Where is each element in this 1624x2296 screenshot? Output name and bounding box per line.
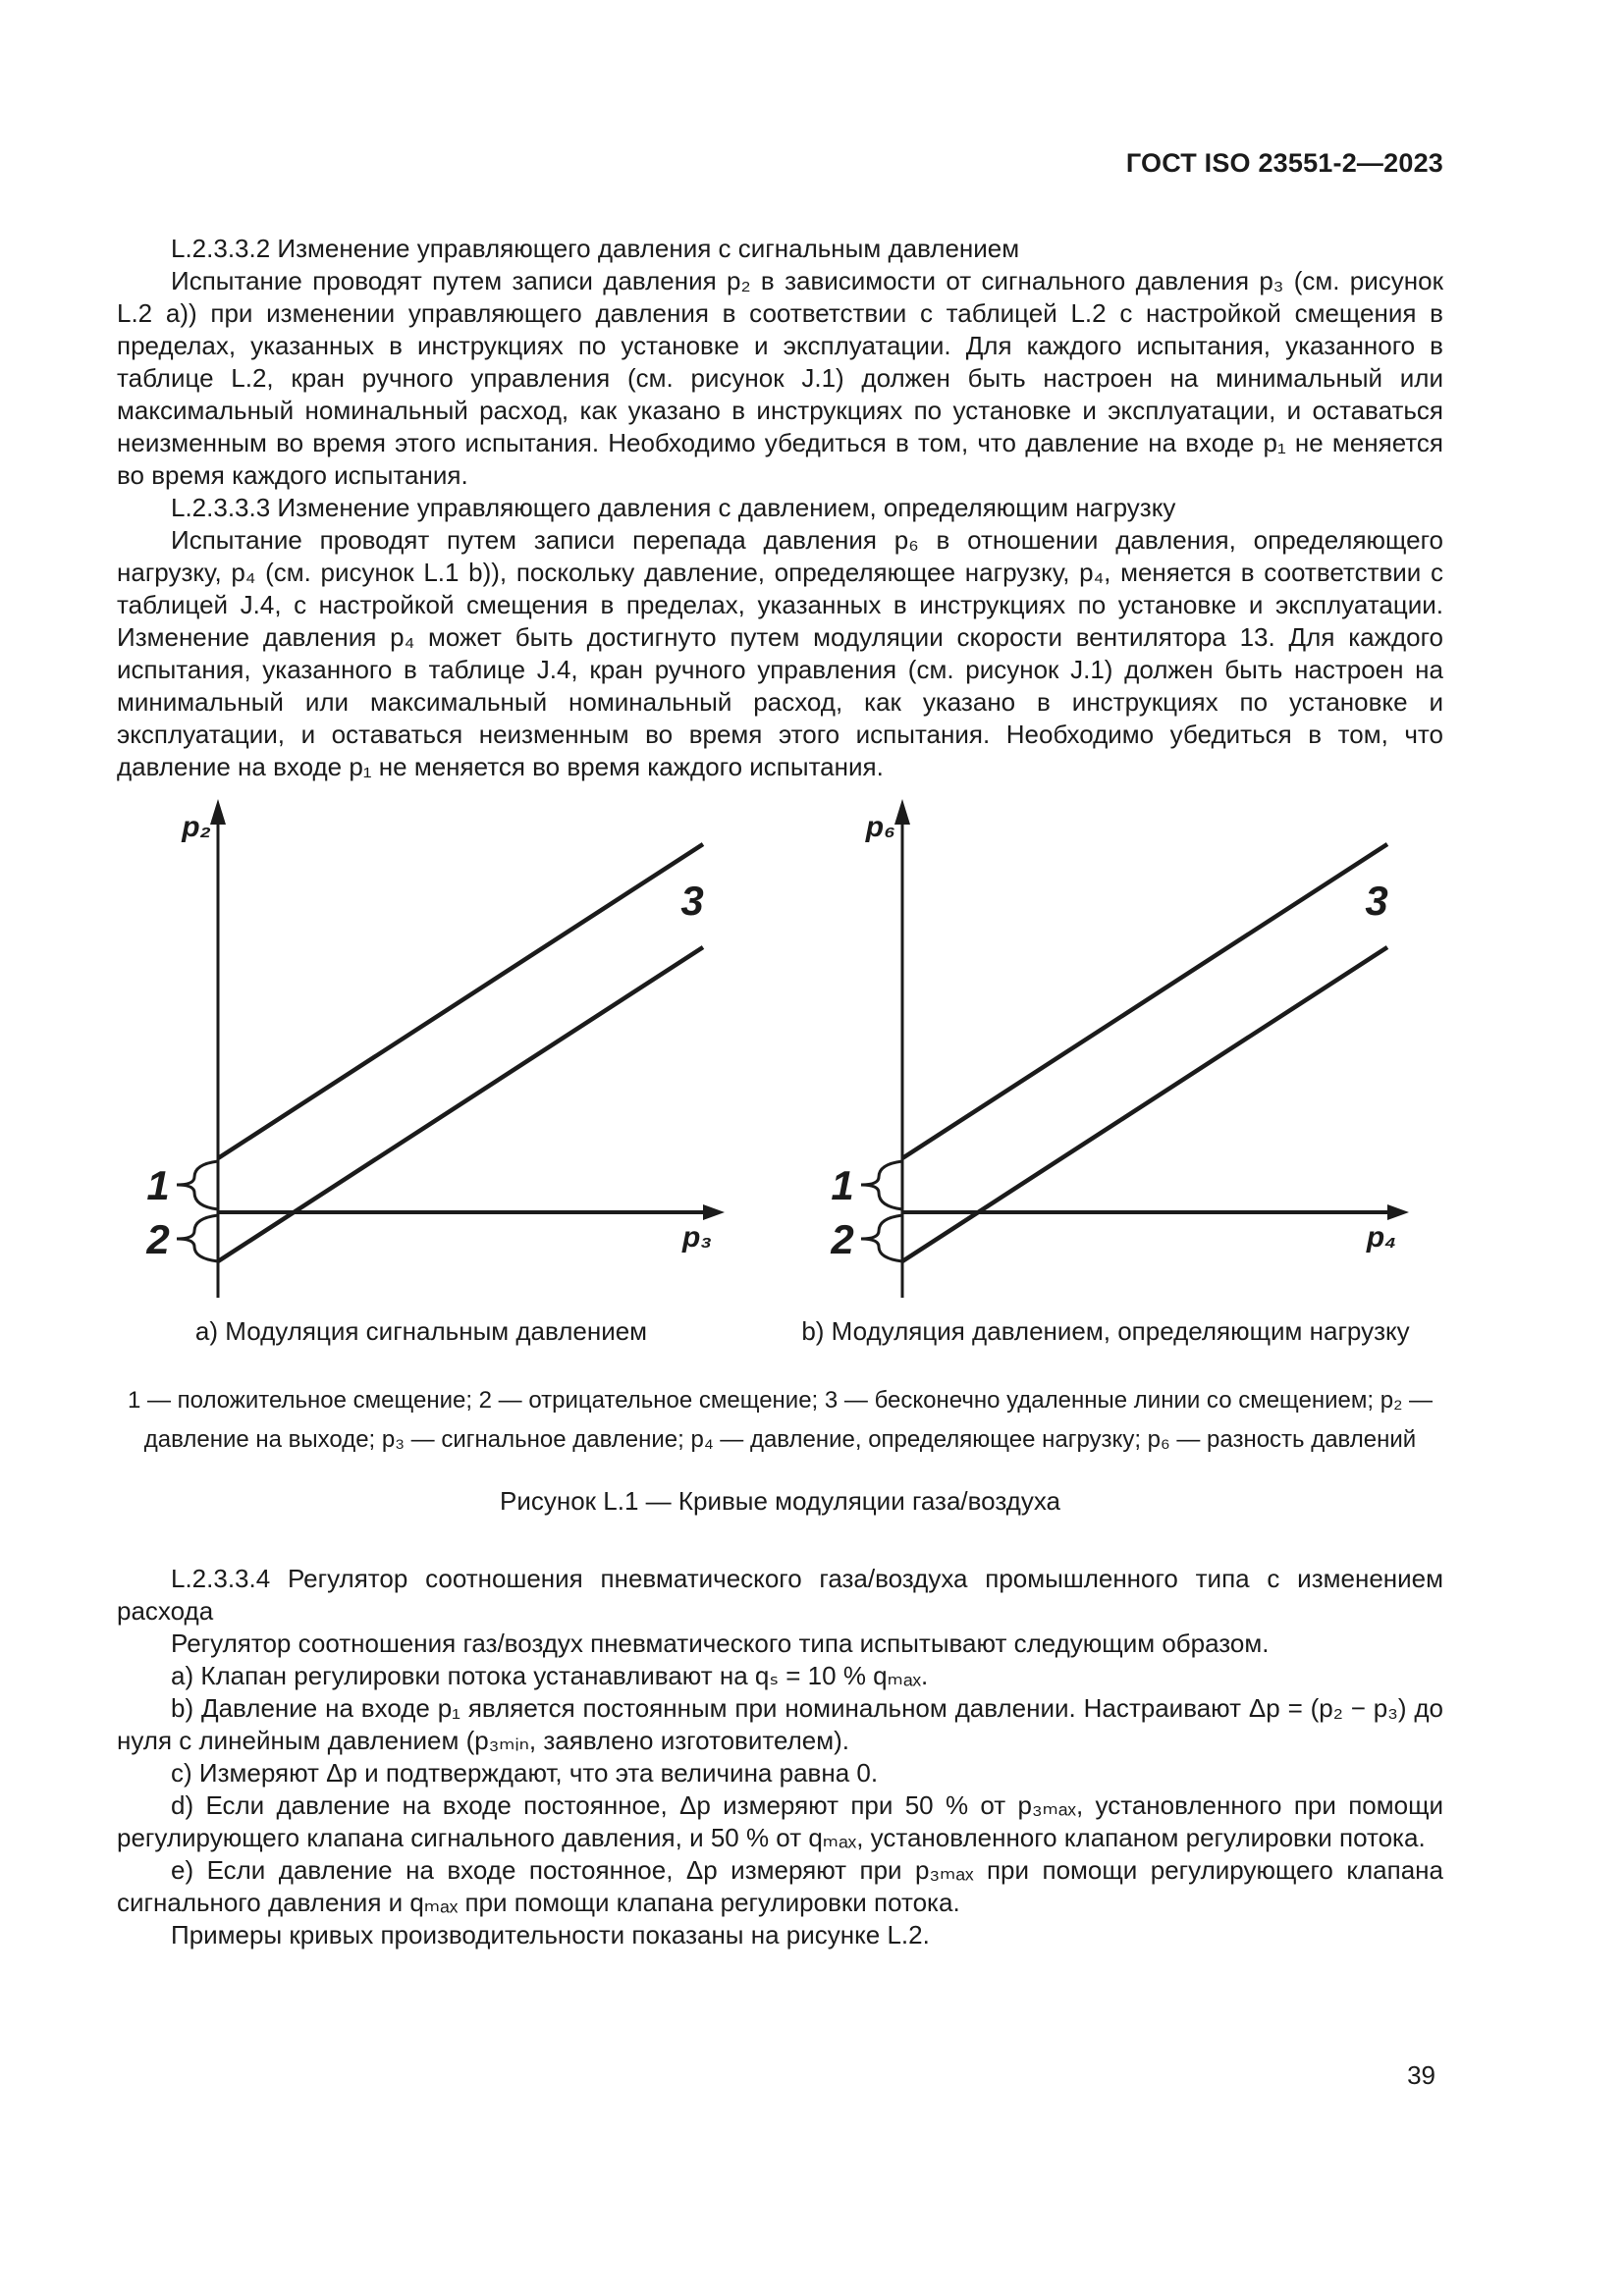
y-axis-label: p₂ — [182, 811, 211, 843]
modulation-line-upper — [902, 844, 1387, 1158]
list-item-d: d) Если давление на входе постоянное, Δp измеряют при 50 % от p₃ₘₐₓ, установленного при помощи регулирующего клапана сигнального давления, и 50 % от qₘₐₓ, установленного клапаном регулировки потока. — [117, 1790, 1443, 1852]
list-item-e: e) Если давление на входе постоянное, Δp измеряют при p₃ₘₐₓ при помощи регулирующего клапана сигнального давления и qₘₐₓ при помощи клапана регулировки потока. — [117, 1855, 1443, 1917]
caption-panel-b: b) Модуляция давлением, определяющим нагрузку — [801, 1316, 1410, 1346]
y-axis-label: p₆ — [865, 811, 895, 843]
figure-captions-row — [117, 1315, 1443, 1348]
modulation-line-upper — [218, 844, 703, 1158]
document-code: ГОСТ ISO 23551-2—2023 — [1125, 148, 1443, 178]
callout-2: 2 — [831, 1216, 854, 1262]
chart-panel-a — [117, 789, 726, 1300]
x-axis-arrow-icon — [703, 1204, 725, 1220]
paragraph-closing: Примеры кривых производительности показаны на рисунке L.2. — [171, 1920, 930, 1949]
callout-2: 2 — [146, 1216, 170, 1262]
paragraph-l2332: Испытание проводят путем записи давления p₂ в зависимости от сигнального давления p₃ (см. рисунок L.2 a)) при изменении управляющего давления в соответствии с таблицей L.2 с настройкой смещения в пределах, указанных в инструкциях по установке и эксплуатации. Для каждого испытания, указанного в таблице L.2, кран ручного управления (см. рисунок J.1) должен быть настроен на минимальный или максимальный номинальный расход, как указано в инструкциях по установке и эксплуатации, и оставаться неизменным во время этого испытания. Необходимо убедиться в том, что давление на входе p₁ не меняется во время каждого испытания. — [117, 266, 1443, 490]
list-item-c: c) Измеряют Δp и подтверждают, что эта величина равна 0. — [171, 1758, 879, 1788]
x-axis-arrow-icon — [1387, 1204, 1409, 1220]
chart-panel-b — [801, 789, 1410, 1300]
heading-l2333: L.2.3.3.3 Изменение управляющего давления с давлением, определяющим нагрузку — [171, 493, 1176, 522]
figure-charts-row — [117, 789, 1443, 1300]
brace-negative-offset — [177, 1215, 218, 1261]
brace-positive-offset — [861, 1161, 902, 1209]
callout-1: 1 — [831, 1162, 854, 1208]
brace-positive-offset — [177, 1161, 218, 1209]
figure-l1 — [117, 789, 1443, 1518]
section-l2-3-3-2 — [117, 233, 1443, 783]
heading-l2332: L.2.3.3.2 Изменение управляющего давления с сигнальным давлением — [171, 234, 1020, 263]
callout-1: 1 — [146, 1162, 170, 1208]
section-l2-3-3-4 — [117, 1563, 1443, 1951]
figure-title: Рисунок L.1 — Кривые модуляции газа/воздуха — [499, 1486, 1061, 1516]
list-item-b: b) Давление на входе p₁ является постоянным при номинальном давлении. Настраивают Δp = (p₂ − p₃) до нуля с линейным давлением (p₃ₘᵢₙ, заявлено изготовителем). — [117, 1693, 1443, 1755]
x-axis-label: p₃ — [682, 1221, 712, 1254]
caption-panel-a: a) Модуляция сигнальным давлением — [194, 1316, 648, 1346]
y-axis-arrow-icon — [210, 799, 226, 825]
y-axis-arrow-icon — [894, 799, 910, 825]
brace-negative-offset — [861, 1215, 902, 1261]
x-axis-label: p₄ — [1366, 1221, 1397, 1254]
page-number: 39 — [1407, 2060, 1435, 2090]
line-callout-3: 3 — [1365, 878, 1388, 924]
paragraph-l2333: Испытание проводят путем записи перепада давления p₆ в отношении давления, определяющего нагрузку, p₄ (см. рисунок L.1 b)), поскольку давление, определяющее нагрузку, p₄, меняется в соответствии с таблицей J.4, с настройкой смещения в пределах, указанных в инструкциях по установке и эксплуатации. Изменение давления p₄ может быть достигнуто путем модуляции скорости вентилятора 13. Для каждого испытания, указанного в таблице J.4, кран ручного управления (см. рисунок J.1) должен быть настроен на минимальный или максимальный номинальный расход, как указано в инструкциях по установке и эксплуатации, и оставаться неизменным во время этого испытания. Необходимо убедиться в том, что давление на входе p₁ не меняется во время каждого испытания. — [117, 525, 1443, 781]
line-callout-3: 3 — [680, 878, 704, 924]
paragraph-intro: Регулятор соотношения газ/воздух пневматического типа испытывают следующим образом. — [171, 1629, 1270, 1658]
heading-l2334: L.2.3.3.4 Регулятор соотношения пневматического газа/воздуха промышленного типа с изменением расхода — [117, 1564, 1443, 1626]
figure-legend: 1 — положительное смещение; 2 — отрицательное смещение; 3 — бесконечно удаленные линии со смещением; p₂ — давление на выходе; p₃ — сигнальное давление; p₄ — давление, определяющее нагрузку; p₆ — разность давлений — [127, 1387, 1434, 1453]
list-item-a: a) Клапан регулировки потока устанавливают на qₛ = 10 % qₘₐₓ. — [171, 1661, 929, 1690]
